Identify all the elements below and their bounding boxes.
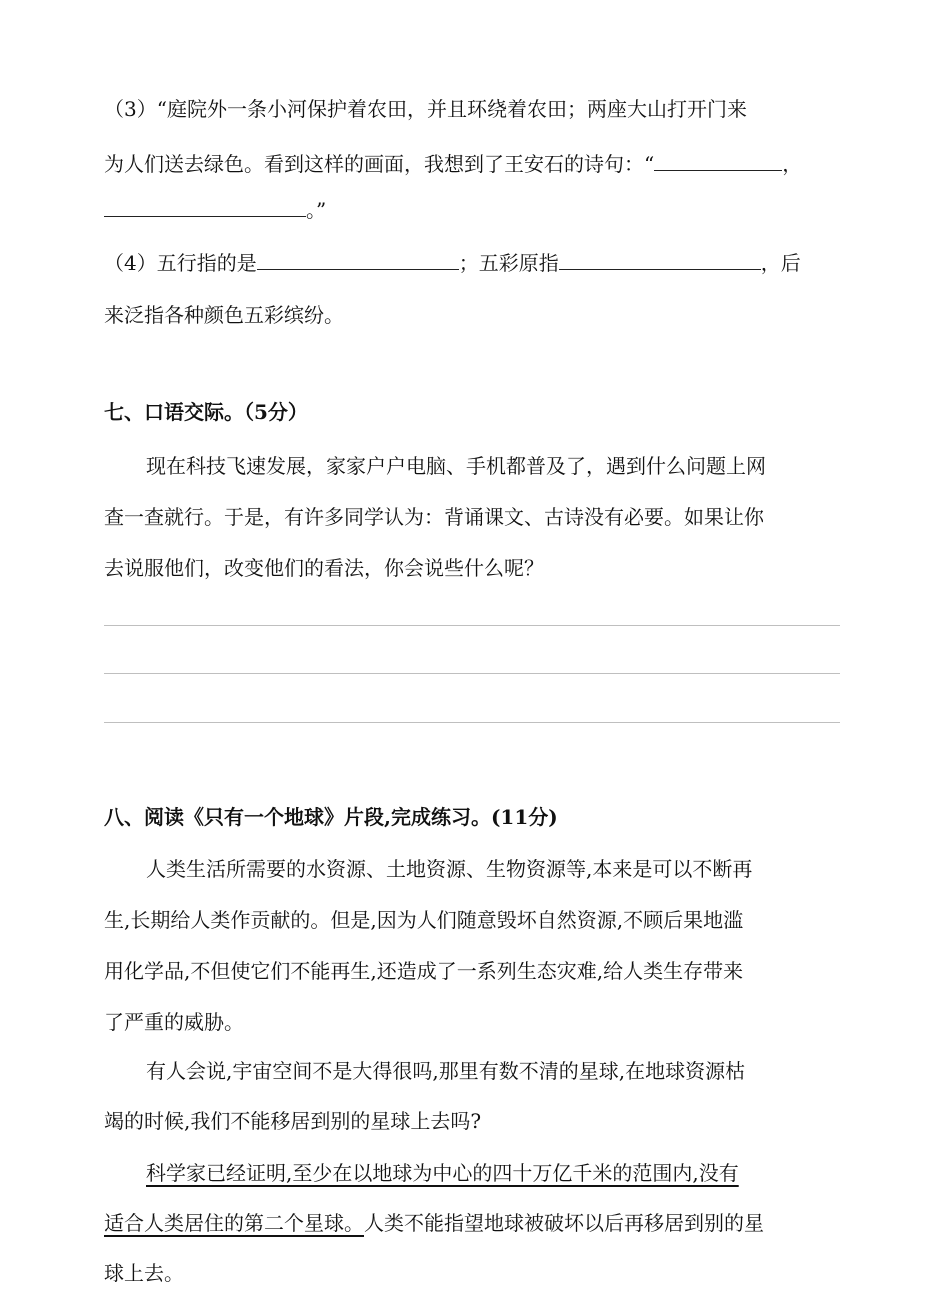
passage-p3-line-3: 球上去。 <box>104 1261 184 1285</box>
passage-p3-line-2-rest: 人类不能指望地球被破坏以后再移居到别的星 <box>364 1211 764 1235</box>
answer-line-3[interactable] <box>104 722 840 723</box>
q4-part-1: （4）五行指的是 <box>104 251 257 275</box>
passage-p2-line-1: 有人会说,宇宙空间不是大得很吗,那里有数不清的星球,在地球资源枯 <box>146 1059 746 1083</box>
section-8-heading: 八、阅读《只有一个地球》片段,完成练习。(11分) <box>104 805 558 829</box>
answer-line-2[interactable] <box>104 673 840 674</box>
passage-p3-line-2 <box>104 1209 844 1237</box>
q4-part-3: ，后 <box>760 251 801 275</box>
passage-p1-line-4: 了严重的威胁。 <box>104 1010 244 1034</box>
q3-blank-2[interactable] <box>104 196 306 217</box>
q4-blank-2[interactable] <box>559 249 761 270</box>
passage-p1-line-2: 生,长期给人类作贡献的。但是,因为人们随意毁坏自然资源,不顾后果地滥 <box>104 908 744 932</box>
section-7-prompt-line-2: 查一查就行。于是，有许多同学认为：背诵课文、古诗没有必要。如果让你 <box>104 505 764 529</box>
section-7-prompt-line-3: 去说服他们，改变他们的看法，你会说些什么呢？ <box>104 556 544 580</box>
q4-blank-1[interactable] <box>257 249 459 270</box>
q3-line-1-text: （3）“庭院外一条小河保护着农田，并且环绕着农田；两座大山打开门来 <box>104 97 747 121</box>
passage-p1-line-1: 人类生活所需要的水资源、土地资源、生物资源等,本来是可以不断再 <box>146 857 753 881</box>
q3-line-2-end: ， <box>782 152 803 176</box>
section-7-prompt-line-1: 现在科技飞速发展，家家户户电脑、手机都普及了，遇到什么问题上网 <box>146 454 766 478</box>
answer-line-1[interactable] <box>104 625 840 626</box>
q3-line-3-end: 。” <box>306 198 327 222</box>
q4-line-1 <box>104 249 844 277</box>
section-7-heading: 七、口语交际。（5分） <box>104 400 308 424</box>
q3-line-2-text: 为人们送去绿色。看到这样的画面，我想到了王安石的诗句：“ <box>104 152 655 176</box>
underlined-sentence-part-2: 适合人类居住的第二个星球。 <box>104 1211 364 1235</box>
q4-line-2-text: 来泛指各种颜色五彩缤纷。 <box>104 303 344 327</box>
q4-part-2: ；五彩原指 <box>458 251 559 275</box>
passage-p3-line-1 <box>146 1159 844 1187</box>
q3-line-3 <box>104 196 844 224</box>
passage-p1-line-3: 用化学品,不但使它们不能再生,还造成了一系列生态灾难,给人类生存带来 <box>104 959 744 983</box>
q3-blank-1[interactable] <box>654 150 782 171</box>
passage-p2-line-2: 竭的时候,我们不能移居到别的星球上去吗? <box>104 1109 482 1133</box>
q3-line-1 <box>104 95 844 123</box>
q4-line-2 <box>104 301 844 329</box>
q3-line-2 <box>104 150 844 178</box>
underlined-sentence-part-1: 科学家已经证明,至少在以地球为中心的四十万亿千米的范围内,没有 <box>146 1161 739 1185</box>
